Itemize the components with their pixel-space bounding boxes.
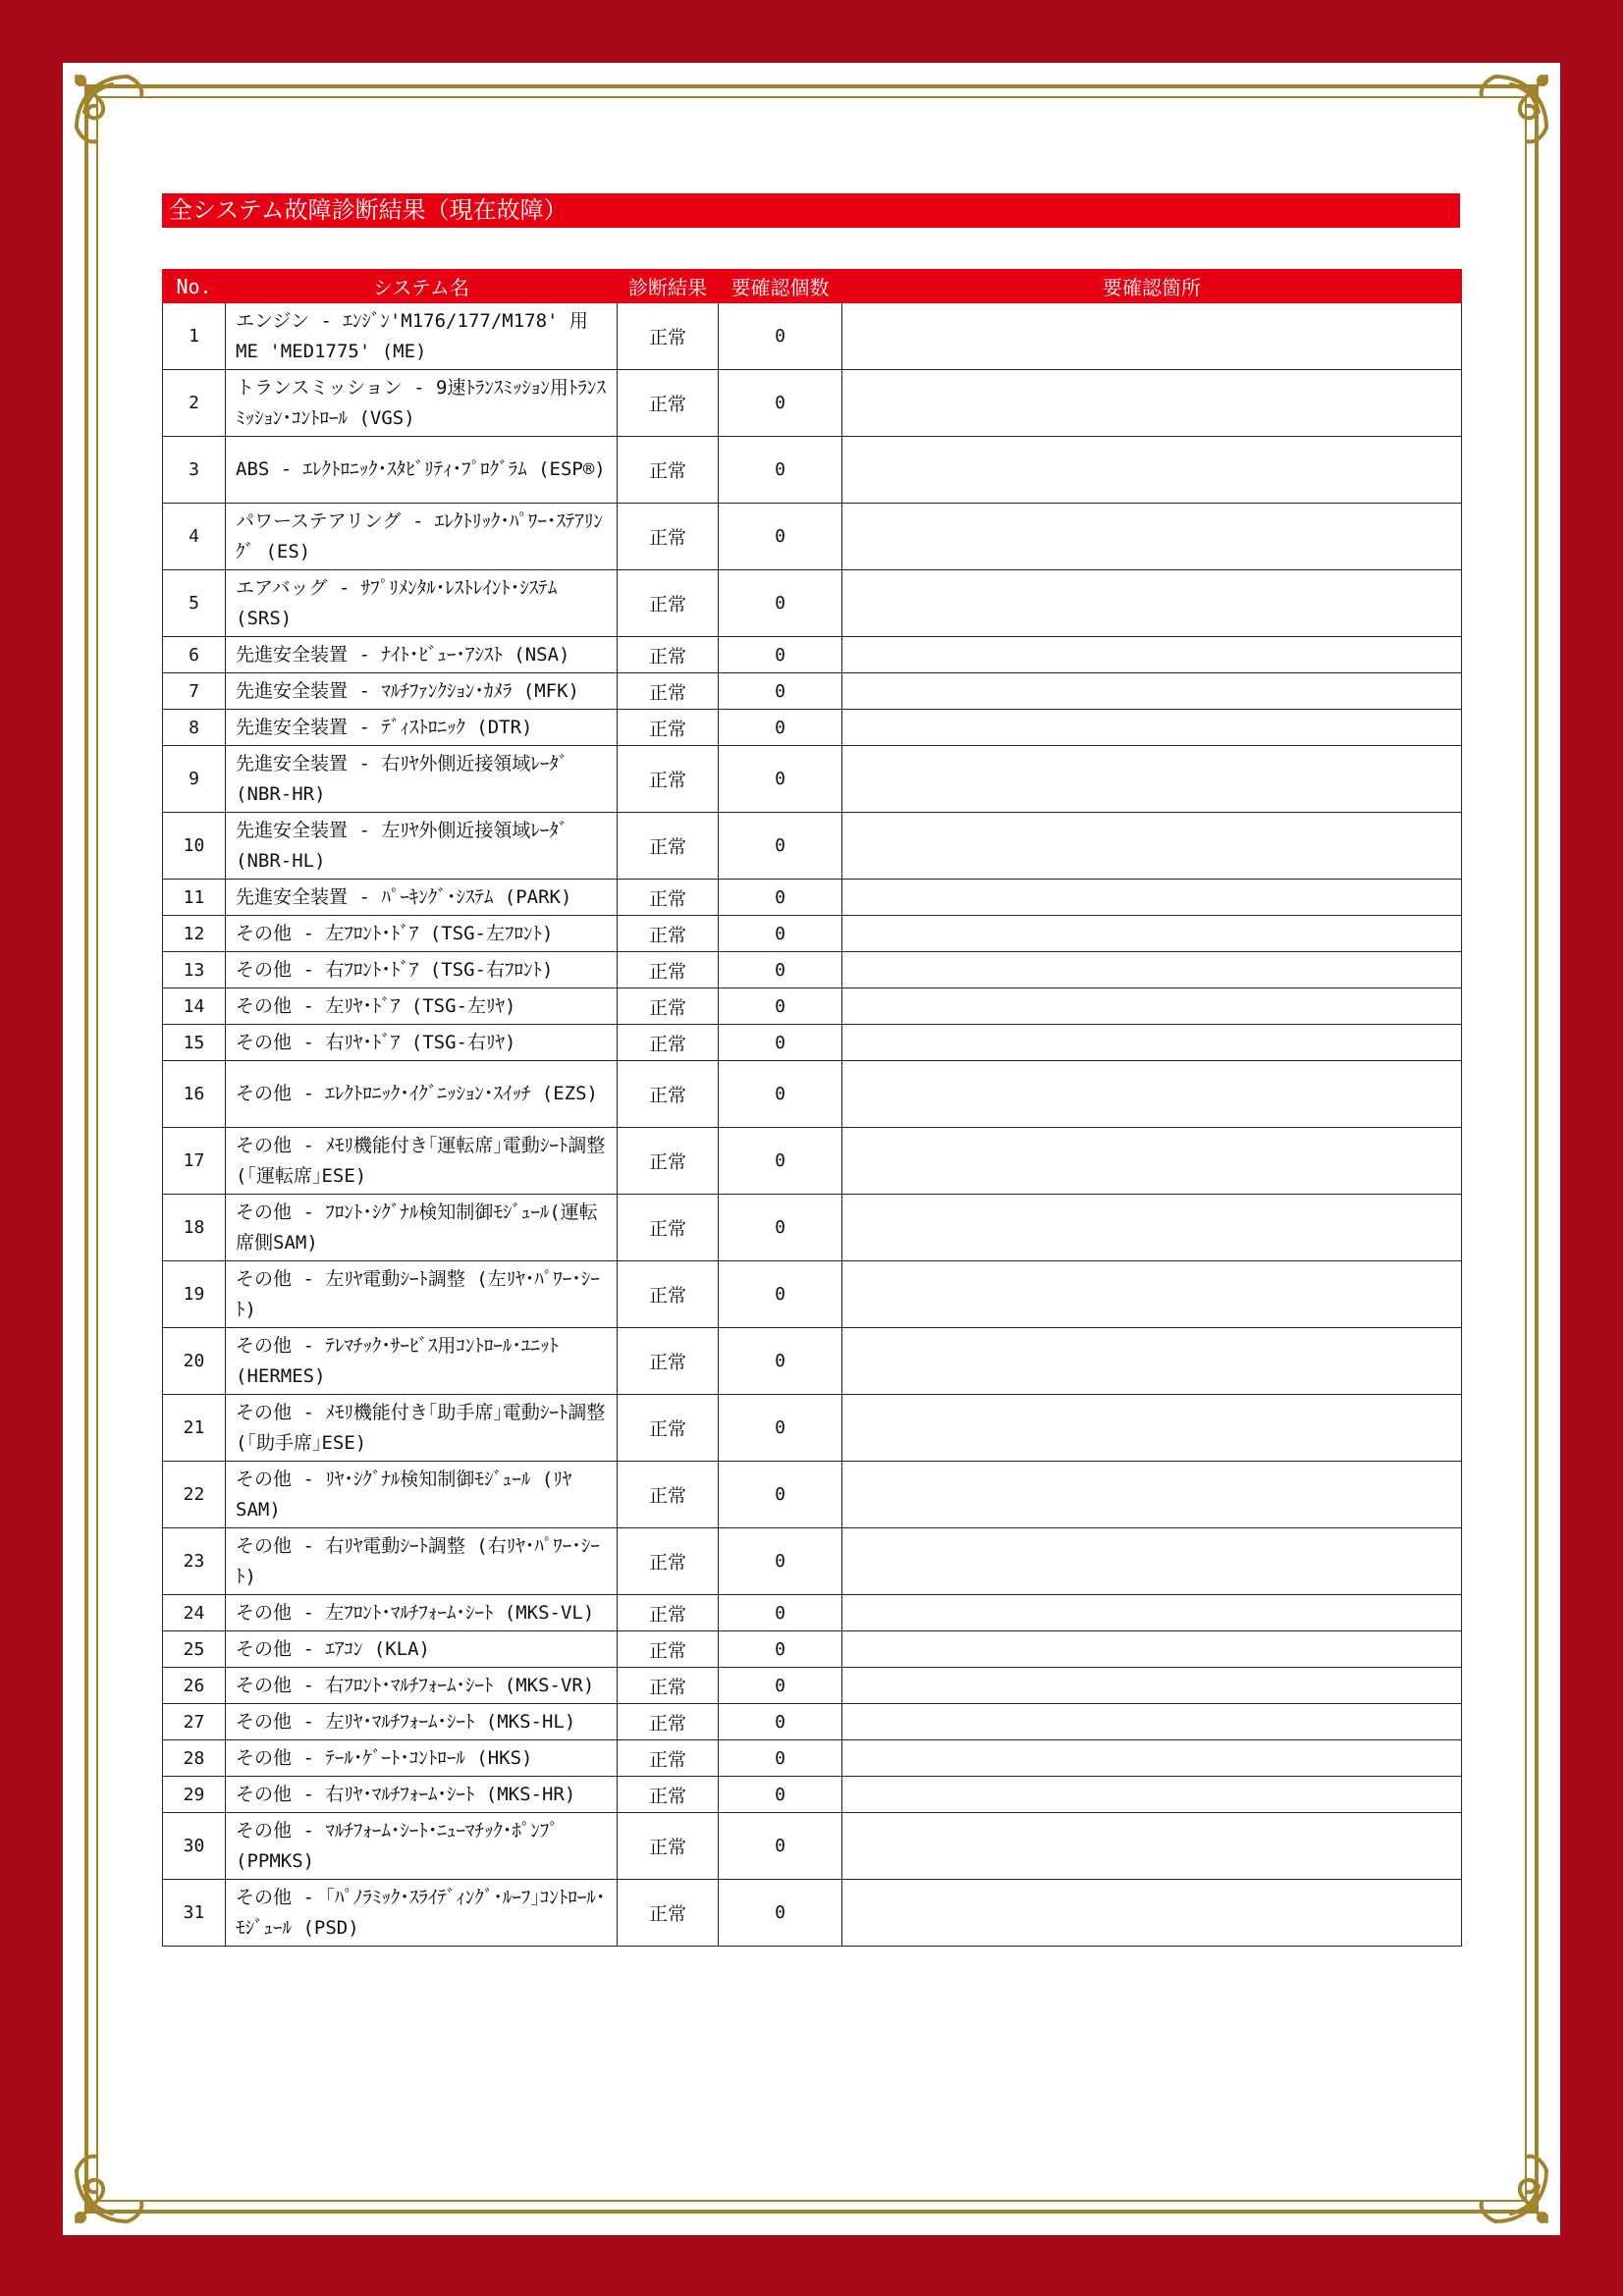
row-no-cell: 3 <box>163 437 226 504</box>
row-result-cell: 正常 <box>618 1668 719 1704</box>
row-result-cell: 正常 <box>618 673 719 710</box>
row-no-cell: 1 <box>163 303 226 370</box>
row-location-cell <box>842 1025 1462 1061</box>
row-no-cell: 23 <box>163 1528 226 1595</box>
row-result-cell: 正常 <box>618 1880 719 1947</box>
row-count-cell: 0 <box>719 1595 842 1631</box>
row-system-cell: 先進安全装置 - ﾃﾞｨｽﾄﾛﾆｯｸ (DTR) <box>226 710 618 746</box>
row-system-cell: その他 - ﾒﾓﾘ機能付き｢助手席｣電動ｼｰﾄ調整 (｢助手席｣ESE) <box>226 1395 618 1462</box>
table-row <box>163 637 1462 673</box>
row-no-cell: 10 <box>163 813 226 880</box>
row-count-cell: 0 <box>719 746 842 813</box>
row-no-cell: 8 <box>163 710 226 746</box>
header-system: システム名 <box>226 270 618 303</box>
table-row <box>163 303 1462 370</box>
table-row <box>163 988 1462 1025</box>
row-result-cell: 正常 <box>618 1328 719 1395</box>
report-page <box>63 63 1560 2235</box>
row-count-cell: 0 <box>719 813 842 880</box>
row-system-cell: 先進安全装置 - ﾊﾟｰｷﾝｸﾞ･ｼｽﾃﾑ (PARK) <box>226 880 618 916</box>
row-location-cell <box>842 370 1462 437</box>
row-system-cell: ABS - ｴﾚｸﾄﾛﾆｯｸ･ｽﾀﾋﾞﾘﾃｨ･ﾌﾟﾛｸﾞﾗﾑ (ESP®) <box>226 437 618 504</box>
corner-ornament-icon <box>69 2139 159 2229</box>
diagnosis-results-table <box>162 269 1462 1947</box>
row-result-cell: 正常 <box>618 1195 719 1261</box>
row-no-cell: 25 <box>163 1631 226 1668</box>
row-result-cell: 正常 <box>618 1261 719 1328</box>
row-count-cell: 0 <box>719 1704 842 1740</box>
row-system-cell: トランスミッション - 9速ﾄﾗﾝｽﾐｯｼｮﾝ用ﾄﾗﾝｽﾐｯｼｮﾝ･ｺﾝﾄﾛｰﾙ (VGS) <box>226 370 618 437</box>
section-title: 全システム故障診断結果（現在故障） <box>162 193 1460 228</box>
row-location-cell <box>842 952 1462 988</box>
row-count-cell: 0 <box>719 1395 842 1462</box>
row-result-cell: 正常 <box>618 504 719 570</box>
table-header-row <box>163 270 1462 303</box>
row-count-cell: 0 <box>719 916 842 952</box>
row-count-cell: 0 <box>719 710 842 746</box>
table-row <box>163 1261 1462 1328</box>
table-row <box>163 746 1462 813</box>
row-count-cell: 0 <box>719 1668 842 1704</box>
row-count-cell: 0 <box>719 673 842 710</box>
row-no-cell: 26 <box>163 1668 226 1704</box>
table-row <box>163 1195 1462 1261</box>
row-location-cell <box>842 1261 1462 1328</box>
row-no-cell: 4 <box>163 504 226 570</box>
row-system-cell: その他 - ｢ﾊﾟﾉﾗﾐｯｸ･ｽﾗｲﾃﾞｨﾝｸﾞ･ﾙｰﾌ｣ｺﾝﾄﾛｰﾙ･ﾓｼﾞｭｰﾙ (PSD) <box>226 1880 618 1947</box>
row-system-cell: その他 - 左ﾘﾔ･ﾄﾞｱ (TSG-左ﾘﾔ) <box>226 988 618 1025</box>
corner-ornament-icon <box>1464 69 1554 159</box>
table-row <box>163 710 1462 746</box>
row-location-cell <box>842 1128 1462 1195</box>
row-system-cell: その他 - ﾏﾙﾁﾌｫｰﾑ･ｼｰﾄ･ﾆｭｰﾏﾁｯｸ･ﾎﾟﾝﾌﾟ (PPMKS) <box>226 1813 618 1880</box>
table-row <box>163 813 1462 880</box>
row-location-cell <box>842 1061 1462 1128</box>
table-row <box>163 673 1462 710</box>
row-count-cell: 0 <box>719 1025 842 1061</box>
row-result-cell: 正常 <box>618 637 719 673</box>
row-system-cell: エンジン - ｴﾝｼﾞﾝ'M176/177/M178' 用ME 'MED1775' (ME) <box>226 303 618 370</box>
row-location-cell <box>842 1668 1462 1704</box>
row-system-cell: その他 - ﾃﾚﾏﾁｯｸ･ｻｰﾋﾞｽ用ｺﾝﾄﾛｰﾙ･ﾕﾆｯﾄ (HERMES) <box>226 1328 618 1395</box>
row-result-cell: 正常 <box>618 1740 719 1777</box>
row-count-cell: 0 <box>719 437 842 504</box>
row-location-cell <box>842 1195 1462 1261</box>
row-result-cell: 正常 <box>618 916 719 952</box>
table-row <box>163 1595 1462 1631</box>
row-location-cell <box>842 637 1462 673</box>
row-result-cell: 正常 <box>618 1595 719 1631</box>
row-no-cell: 12 <box>163 916 226 952</box>
row-result-cell: 正常 <box>618 880 719 916</box>
row-count-cell: 0 <box>719 1631 842 1668</box>
row-system-cell: その他 - 右ﾘﾔ･ﾄﾞｱ (TSG-右ﾘﾔ) <box>226 1025 618 1061</box>
row-location-cell <box>842 1777 1462 1813</box>
row-result-cell: 正常 <box>618 1528 719 1595</box>
row-location-cell <box>842 504 1462 570</box>
row-location-cell <box>842 1704 1462 1740</box>
row-count-cell: 0 <box>719 1813 842 1880</box>
row-count-cell: 0 <box>719 1261 842 1328</box>
table-row <box>163 1061 1462 1128</box>
table-row <box>163 1880 1462 1947</box>
row-no-cell: 13 <box>163 952 226 988</box>
row-no-cell: 14 <box>163 988 226 1025</box>
row-no-cell: 7 <box>163 673 226 710</box>
row-no-cell: 15 <box>163 1025 226 1061</box>
table-row <box>163 370 1462 437</box>
table-row <box>163 1631 1462 1668</box>
table-row <box>163 1128 1462 1195</box>
table-row <box>163 1704 1462 1740</box>
row-system-cell: その他 - 左ﾘﾔ･ﾏﾙﾁﾌｫｰﾑ･ｼｰﾄ (MKS-HL) <box>226 1704 618 1740</box>
row-location-cell <box>842 813 1462 880</box>
table-row <box>163 916 1462 952</box>
corner-ornament-icon <box>1464 2139 1554 2229</box>
row-no-cell: 19 <box>163 1261 226 1328</box>
row-location-cell <box>842 1528 1462 1595</box>
row-no-cell: 27 <box>163 1704 226 1740</box>
row-location-cell <box>842 916 1462 952</box>
row-result-cell: 正常 <box>618 988 719 1025</box>
table-row <box>163 1025 1462 1061</box>
row-no-cell: 6 <box>163 637 226 673</box>
row-location-cell <box>842 880 1462 916</box>
table-row <box>163 1328 1462 1395</box>
row-result-cell: 正常 <box>618 1704 719 1740</box>
header-result: 診断結果 <box>618 270 719 303</box>
row-no-cell: 2 <box>163 370 226 437</box>
table-row <box>163 1462 1462 1528</box>
row-result-cell: 正常 <box>618 1025 719 1061</box>
row-count-cell: 0 <box>719 1128 842 1195</box>
row-location-cell <box>842 1813 1462 1880</box>
row-location-cell <box>842 570 1462 637</box>
row-location-cell <box>842 988 1462 1025</box>
row-system-cell: その他 - 右ﾘﾔ電動ｼｰﾄ調整 (右ﾘﾔ･ﾊﾟﾜｰ･ｼｰﾄ) <box>226 1528 618 1595</box>
row-count-cell: 0 <box>719 370 842 437</box>
table-row <box>163 1668 1462 1704</box>
header-count: 要確認個数 <box>719 270 842 303</box>
row-no-cell: 24 <box>163 1595 226 1631</box>
row-no-cell: 9 <box>163 746 226 813</box>
row-system-cell: その他 - 左ﾌﾛﾝﾄ･ﾄﾞｱ (TSG-左ﾌﾛﾝﾄ) <box>226 916 618 952</box>
row-result-cell: 正常 <box>618 813 719 880</box>
row-system-cell: その他 - ﾌﾛﾝﾄ･ｼｸﾞﾅﾙ検知制御ﾓｼﾞｭｰﾙ(運転席側SAM) <box>226 1195 618 1261</box>
row-result-cell: 正常 <box>618 1813 719 1880</box>
row-system-cell: その他 - 左ﾘﾔ電動ｼｰﾄ調整 (左ﾘﾔ･ﾊﾟﾜｰ･ｼｰﾄ) <box>226 1261 618 1328</box>
row-count-cell: 0 <box>719 880 842 916</box>
row-no-cell: 18 <box>163 1195 226 1261</box>
row-count-cell: 0 <box>719 1061 842 1128</box>
row-count-cell: 0 <box>719 570 842 637</box>
row-no-cell: 31 <box>163 1880 226 1947</box>
table-row <box>163 1395 1462 1462</box>
row-location-cell <box>842 1740 1462 1777</box>
row-result-cell: 正常 <box>618 303 719 370</box>
row-result-cell: 正常 <box>618 1462 719 1528</box>
row-count-cell: 0 <box>719 988 842 1025</box>
row-no-cell: 17 <box>163 1128 226 1195</box>
row-no-cell: 20 <box>163 1328 226 1395</box>
row-system-cell: その他 - ﾘﾔ･ｼｸﾞﾅﾙ検知制御ﾓｼﾞｭｰﾙ (ﾘﾔSAM) <box>226 1462 618 1528</box>
row-system-cell: パワーステアリング - ｴﾚｸﾄﾘｯｸ･ﾊﾟﾜｰ･ｽﾃｱﾘﾝｸﾞ (ES) <box>226 504 618 570</box>
row-result-cell: 正常 <box>618 437 719 504</box>
header-location: 要確認箇所 <box>842 270 1462 303</box>
row-no-cell: 29 <box>163 1777 226 1813</box>
row-count-cell: 0 <box>719 952 842 988</box>
row-location-cell <box>842 1595 1462 1631</box>
row-result-cell: 正常 <box>618 952 719 988</box>
table-row <box>163 880 1462 916</box>
row-count-cell: 0 <box>719 1880 842 1947</box>
row-no-cell: 5 <box>163 570 226 637</box>
row-no-cell: 30 <box>163 1813 226 1880</box>
table-row <box>163 570 1462 637</box>
row-no-cell: 21 <box>163 1395 226 1462</box>
row-count-cell: 0 <box>719 1462 842 1528</box>
row-system-cell: エアバッグ - ｻﾌﾟﾘﾒﾝﾀﾙ･ﾚｽﾄﾚｲﾝﾄ･ｼｽﾃﾑ (SRS) <box>226 570 618 637</box>
row-result-cell: 正常 <box>618 1128 719 1195</box>
table-row <box>163 1740 1462 1777</box>
row-no-cell: 11 <box>163 880 226 916</box>
table-row <box>163 1528 1462 1595</box>
row-system-cell: 先進安全装置 - 左ﾘﾔ外側近接領域ﾚｰﾀﾞ (NBR-HL) <box>226 813 618 880</box>
row-count-cell: 0 <box>719 1777 842 1813</box>
row-result-cell: 正常 <box>618 370 719 437</box>
row-system-cell: 先進安全装置 - ﾅｲﾄ･ﾋﾞｭｰ･ｱｼｽﾄ (NSA) <box>226 637 618 673</box>
row-location-cell <box>842 1328 1462 1395</box>
row-count-cell: 0 <box>719 637 842 673</box>
row-no-cell: 16 <box>163 1061 226 1128</box>
row-system-cell: その他 - 右ﾌﾛﾝﾄ･ﾏﾙﾁﾌｫｰﾑ･ｼｰﾄ (MKS-VR) <box>226 1668 618 1704</box>
row-location-cell <box>842 1631 1462 1668</box>
row-system-cell: その他 - 右ﾌﾛﾝﾄ･ﾄﾞｱ (TSG-右ﾌﾛﾝﾄ) <box>226 952 618 988</box>
row-system-cell: その他 - ﾃｰﾙ･ｹﾞｰﾄ･ｺﾝﾄﾛｰﾙ (HKS) <box>226 1740 618 1777</box>
row-no-cell: 28 <box>163 1740 226 1777</box>
row-count-cell: 0 <box>719 1528 842 1595</box>
corner-ornament-icon <box>69 69 159 159</box>
row-count-cell: 0 <box>719 1740 842 1777</box>
header-no: No. <box>163 270 226 303</box>
row-count-cell: 0 <box>719 1328 842 1395</box>
row-location-cell <box>842 1880 1462 1947</box>
row-system-cell: その他 - ﾒﾓﾘ機能付き｢運転席｣電動ｼｰﾄ調整 (｢運転席｣ESE) <box>226 1128 618 1195</box>
table-row <box>163 1813 1462 1880</box>
row-result-cell: 正常 <box>618 1777 719 1813</box>
row-location-cell <box>842 673 1462 710</box>
row-system-cell: その他 - 左ﾌﾛﾝﾄ･ﾏﾙﾁﾌｫｰﾑ･ｼｰﾄ (MKS-VL) <box>226 1595 618 1631</box>
row-count-cell: 0 <box>719 504 842 570</box>
row-result-cell: 正常 <box>618 746 719 813</box>
row-location-cell <box>842 303 1462 370</box>
row-location-cell <box>842 437 1462 504</box>
row-count-cell: 0 <box>719 303 842 370</box>
row-result-cell: 正常 <box>618 1061 719 1128</box>
row-count-cell: 0 <box>719 1195 842 1261</box>
row-result-cell: 正常 <box>618 1631 719 1668</box>
table-row <box>163 504 1462 570</box>
row-system-cell: その他 - ｴｱｺﾝ (KLA) <box>226 1631 618 1668</box>
row-system-cell: その他 - ｴﾚｸﾄﾛﾆｯｸ･ｲｸﾞﾆｯｼｮﾝ･ｽｲｯﾁ (EZS) <box>226 1061 618 1128</box>
row-system-cell: 先進安全装置 - ﾏﾙﾁﾌｧﾝｸｼｮﾝ･ｶﾒﾗ (MFK) <box>226 673 618 710</box>
row-result-cell: 正常 <box>618 570 719 637</box>
row-result-cell: 正常 <box>618 710 719 746</box>
row-location-cell <box>842 710 1462 746</box>
row-system-cell: その他 - 右ﾘﾔ･ﾏﾙﾁﾌｫｰﾑ･ｼｰﾄ (MKS-HR) <box>226 1777 618 1813</box>
table-row <box>163 952 1462 988</box>
row-location-cell <box>842 746 1462 813</box>
row-no-cell: 22 <box>163 1462 226 1528</box>
row-location-cell <box>842 1462 1462 1528</box>
table-row <box>163 437 1462 504</box>
row-system-cell: 先進安全装置 - 右ﾘﾔ外側近接領域ﾚｰﾀﾞ (NBR-HR) <box>226 746 618 813</box>
row-result-cell: 正常 <box>618 1395 719 1462</box>
row-location-cell <box>842 1395 1462 1462</box>
table-row <box>163 1777 1462 1813</box>
